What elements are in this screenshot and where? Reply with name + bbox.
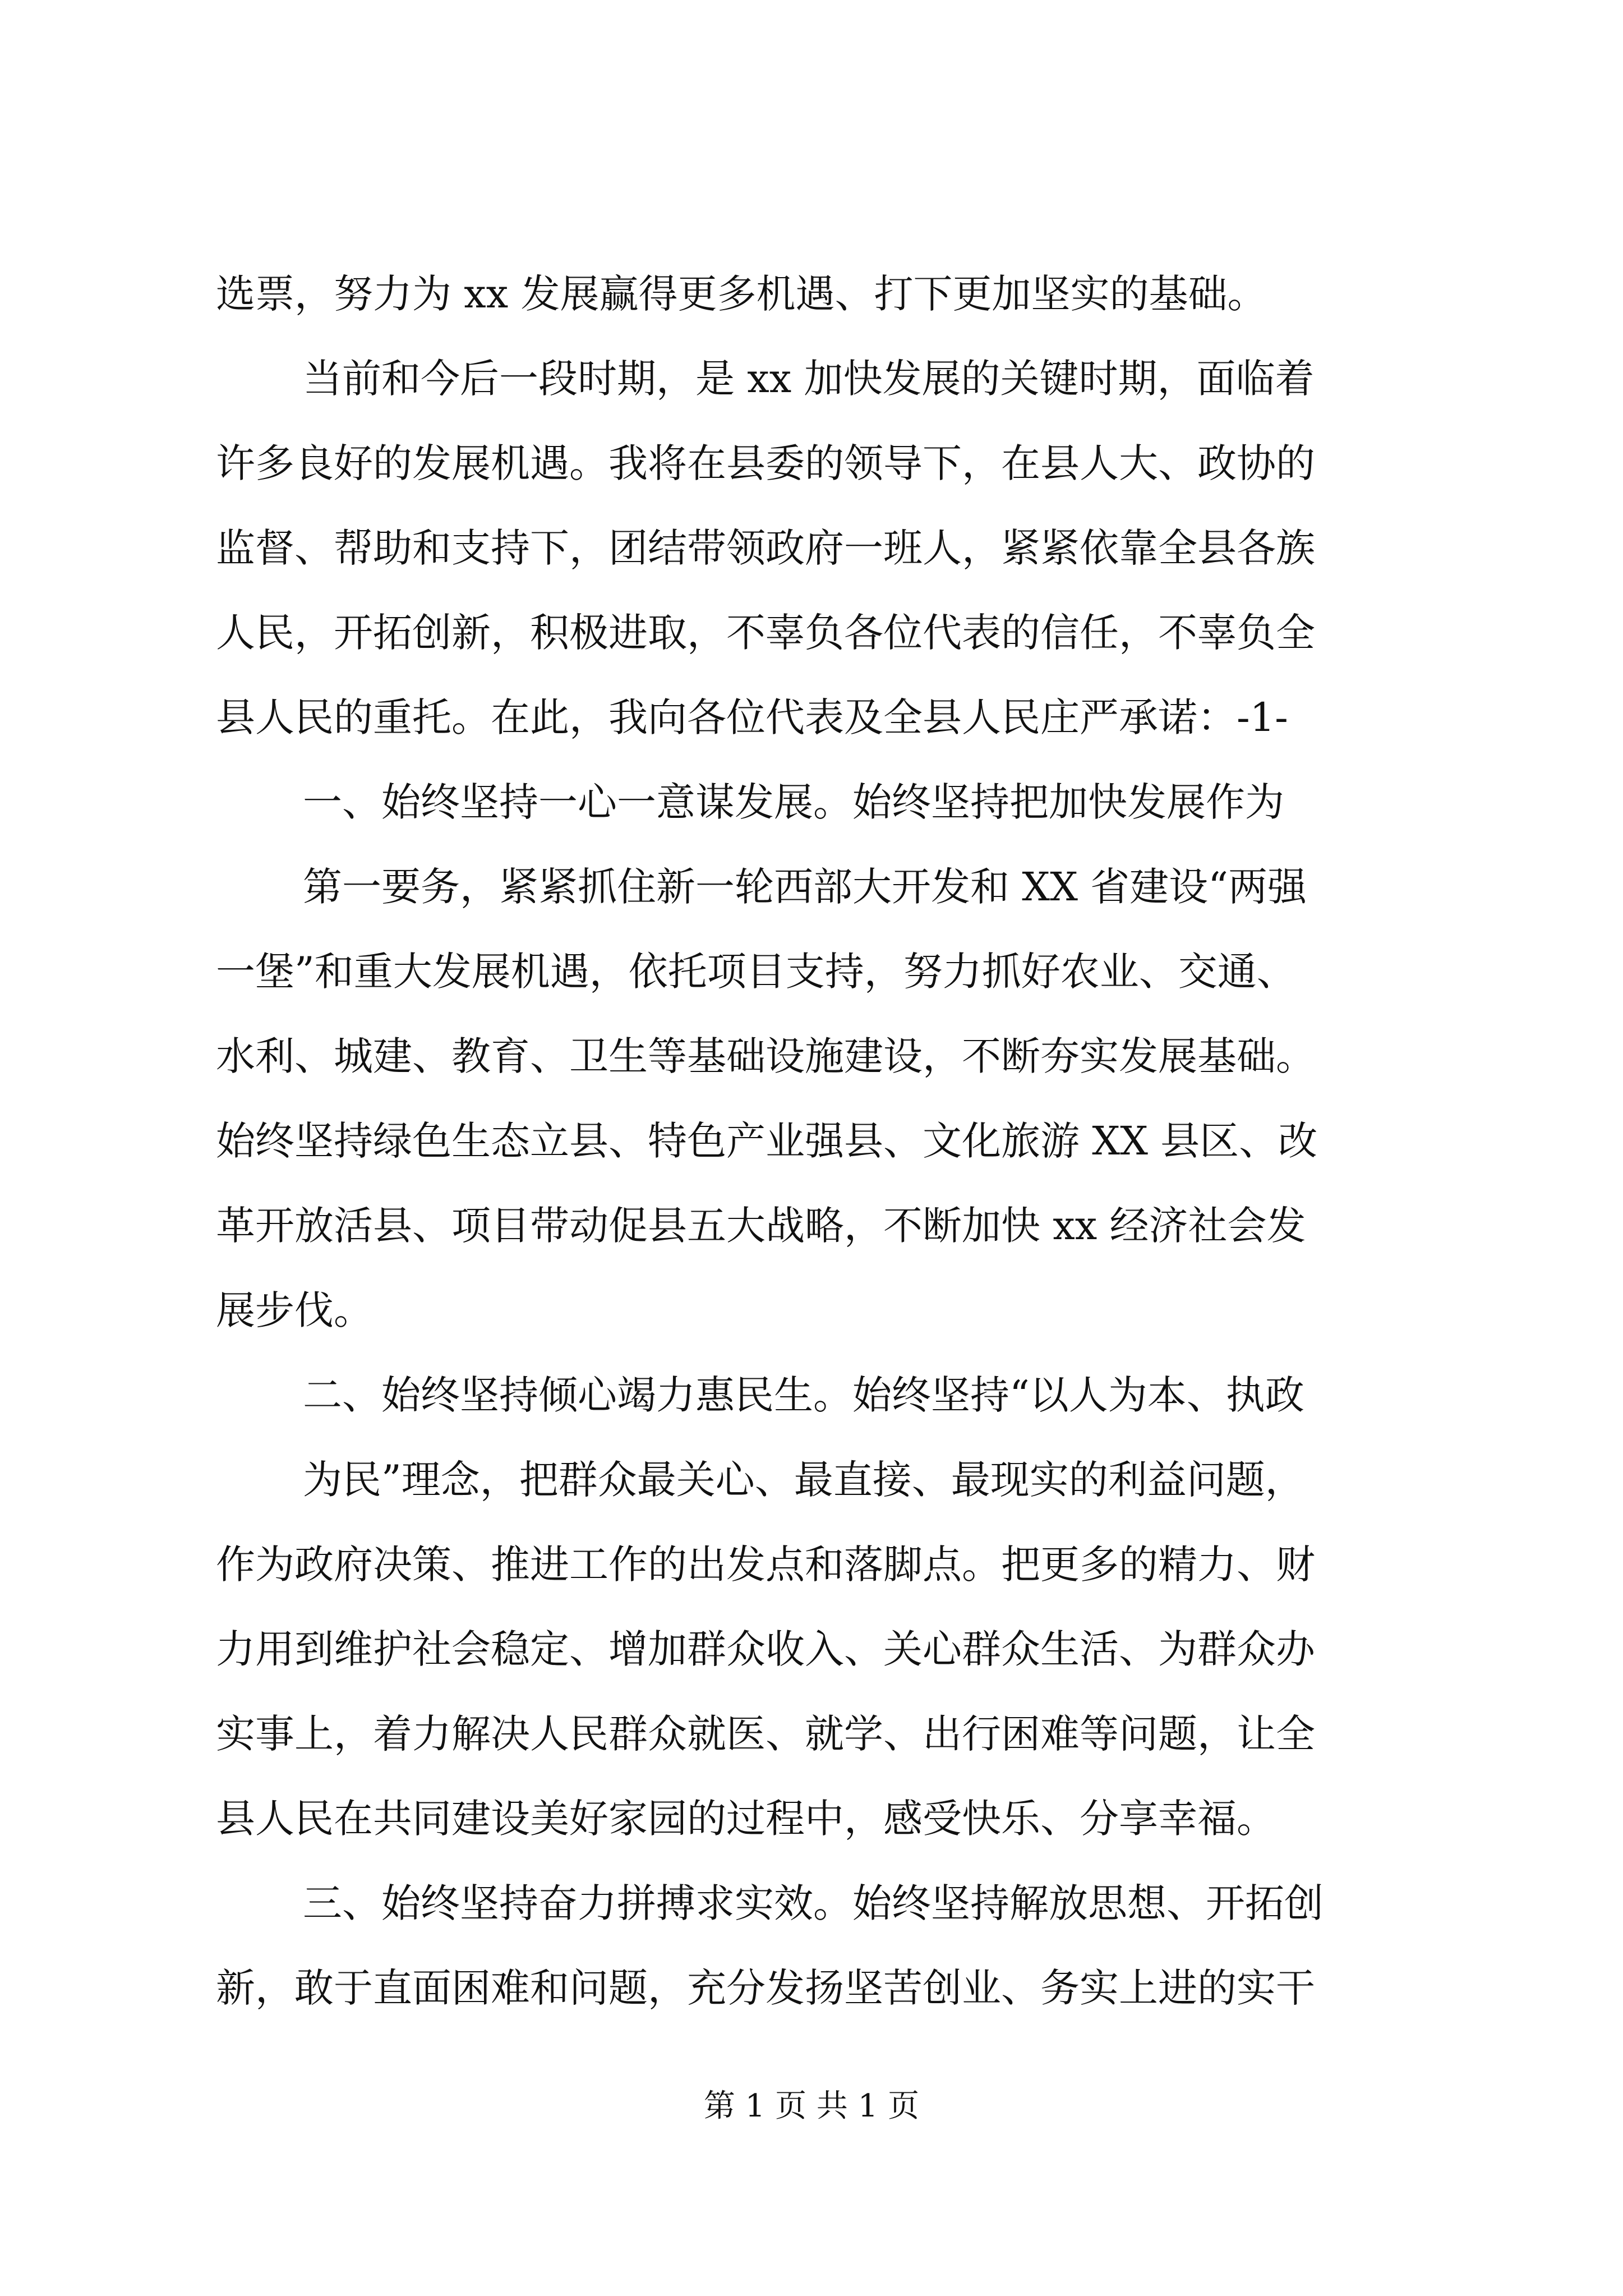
text-line: 革开放活县、项目带动促县五大战略，不断加快 xx 经济社会发: [216, 1203, 1306, 1249]
paragraph-start-line: 当前和今后一段时期，是 xx 加快发展的关键时期，面临着: [303, 356, 1315, 402]
text-line: 选票，努力为 xx 发展赢得更多机遇、打下更加坚实的基础。: [216, 271, 1267, 317]
text-line: 展步伐。: [216, 1287, 373, 1333]
text-line: 为民”理念，把群众最关心、最直接、最现实的利益问题，: [303, 1457, 1304, 1503]
text-line: 一堡”和重大发展机遇，依托项目支持，努力抓好农业、交通、: [216, 949, 1296, 995]
paragraph-start-line: 二、始终坚持倾心竭力惠民生。始终坚持“以人为本、执政: [303, 1372, 1304, 1418]
text-line: 县人民的重托。在此，我向各位代表及全县人民庄严承诺：-1-: [216, 694, 1288, 740]
text-line: 人民，开拓创新，积极进取，不辜负各位代表的信任，不辜负全: [216, 610, 1315, 656]
paragraph-start-line: 一、始终坚持一心一意谋发展。始终坚持把加快发展作为: [303, 779, 1284, 825]
text-line: 第一要务，紧紧抓住新一轮西部大开发和 XX 省建设“两强: [303, 864, 1307, 910]
text-line: 监督、帮助和支持下，团结带领政府一班人，紧紧依靠全县各族: [216, 525, 1315, 571]
text-line: 实事上，着力解决人民群众就医、就学、出行困难等问题，让全: [216, 1711, 1315, 1757]
text-line: 水利、城建、教育、卫生等基础设施建设，不断夯实发展基础。: [216, 1033, 1315, 1079]
text-line: 作为政府决策、推进工作的出发点和落脚点。把更多的精力、财: [216, 1542, 1315, 1588]
page-footer: 第 1 页 共 1 页: [703, 2088, 920, 2124]
text-line: 许多良好的发展机遇。我将在县委的领导下，在县人大、政协的: [216, 440, 1315, 486]
text-line: 力用到维护社会稳定、增加群众收入、关心群众生活、为群众办: [216, 1626, 1315, 1672]
text-line: 始终坚持绿色生态立县、特色产业强县、文化旅游 XX 县区、改: [216, 1118, 1318, 1164]
text-line: 县人民在共同建设美好家园的过程中，感受快乐、分享幸福。: [216, 1796, 1276, 1842]
text-line: 新，敢于直面困难和问题，充分发扬坚苦创业、务实上进的实干: [216, 1965, 1315, 2011]
paragraph-start-line: 三、始终坚持奋力拼搏求实效。始终坚持解放思想、开拓创: [303, 1880, 1324, 1926]
